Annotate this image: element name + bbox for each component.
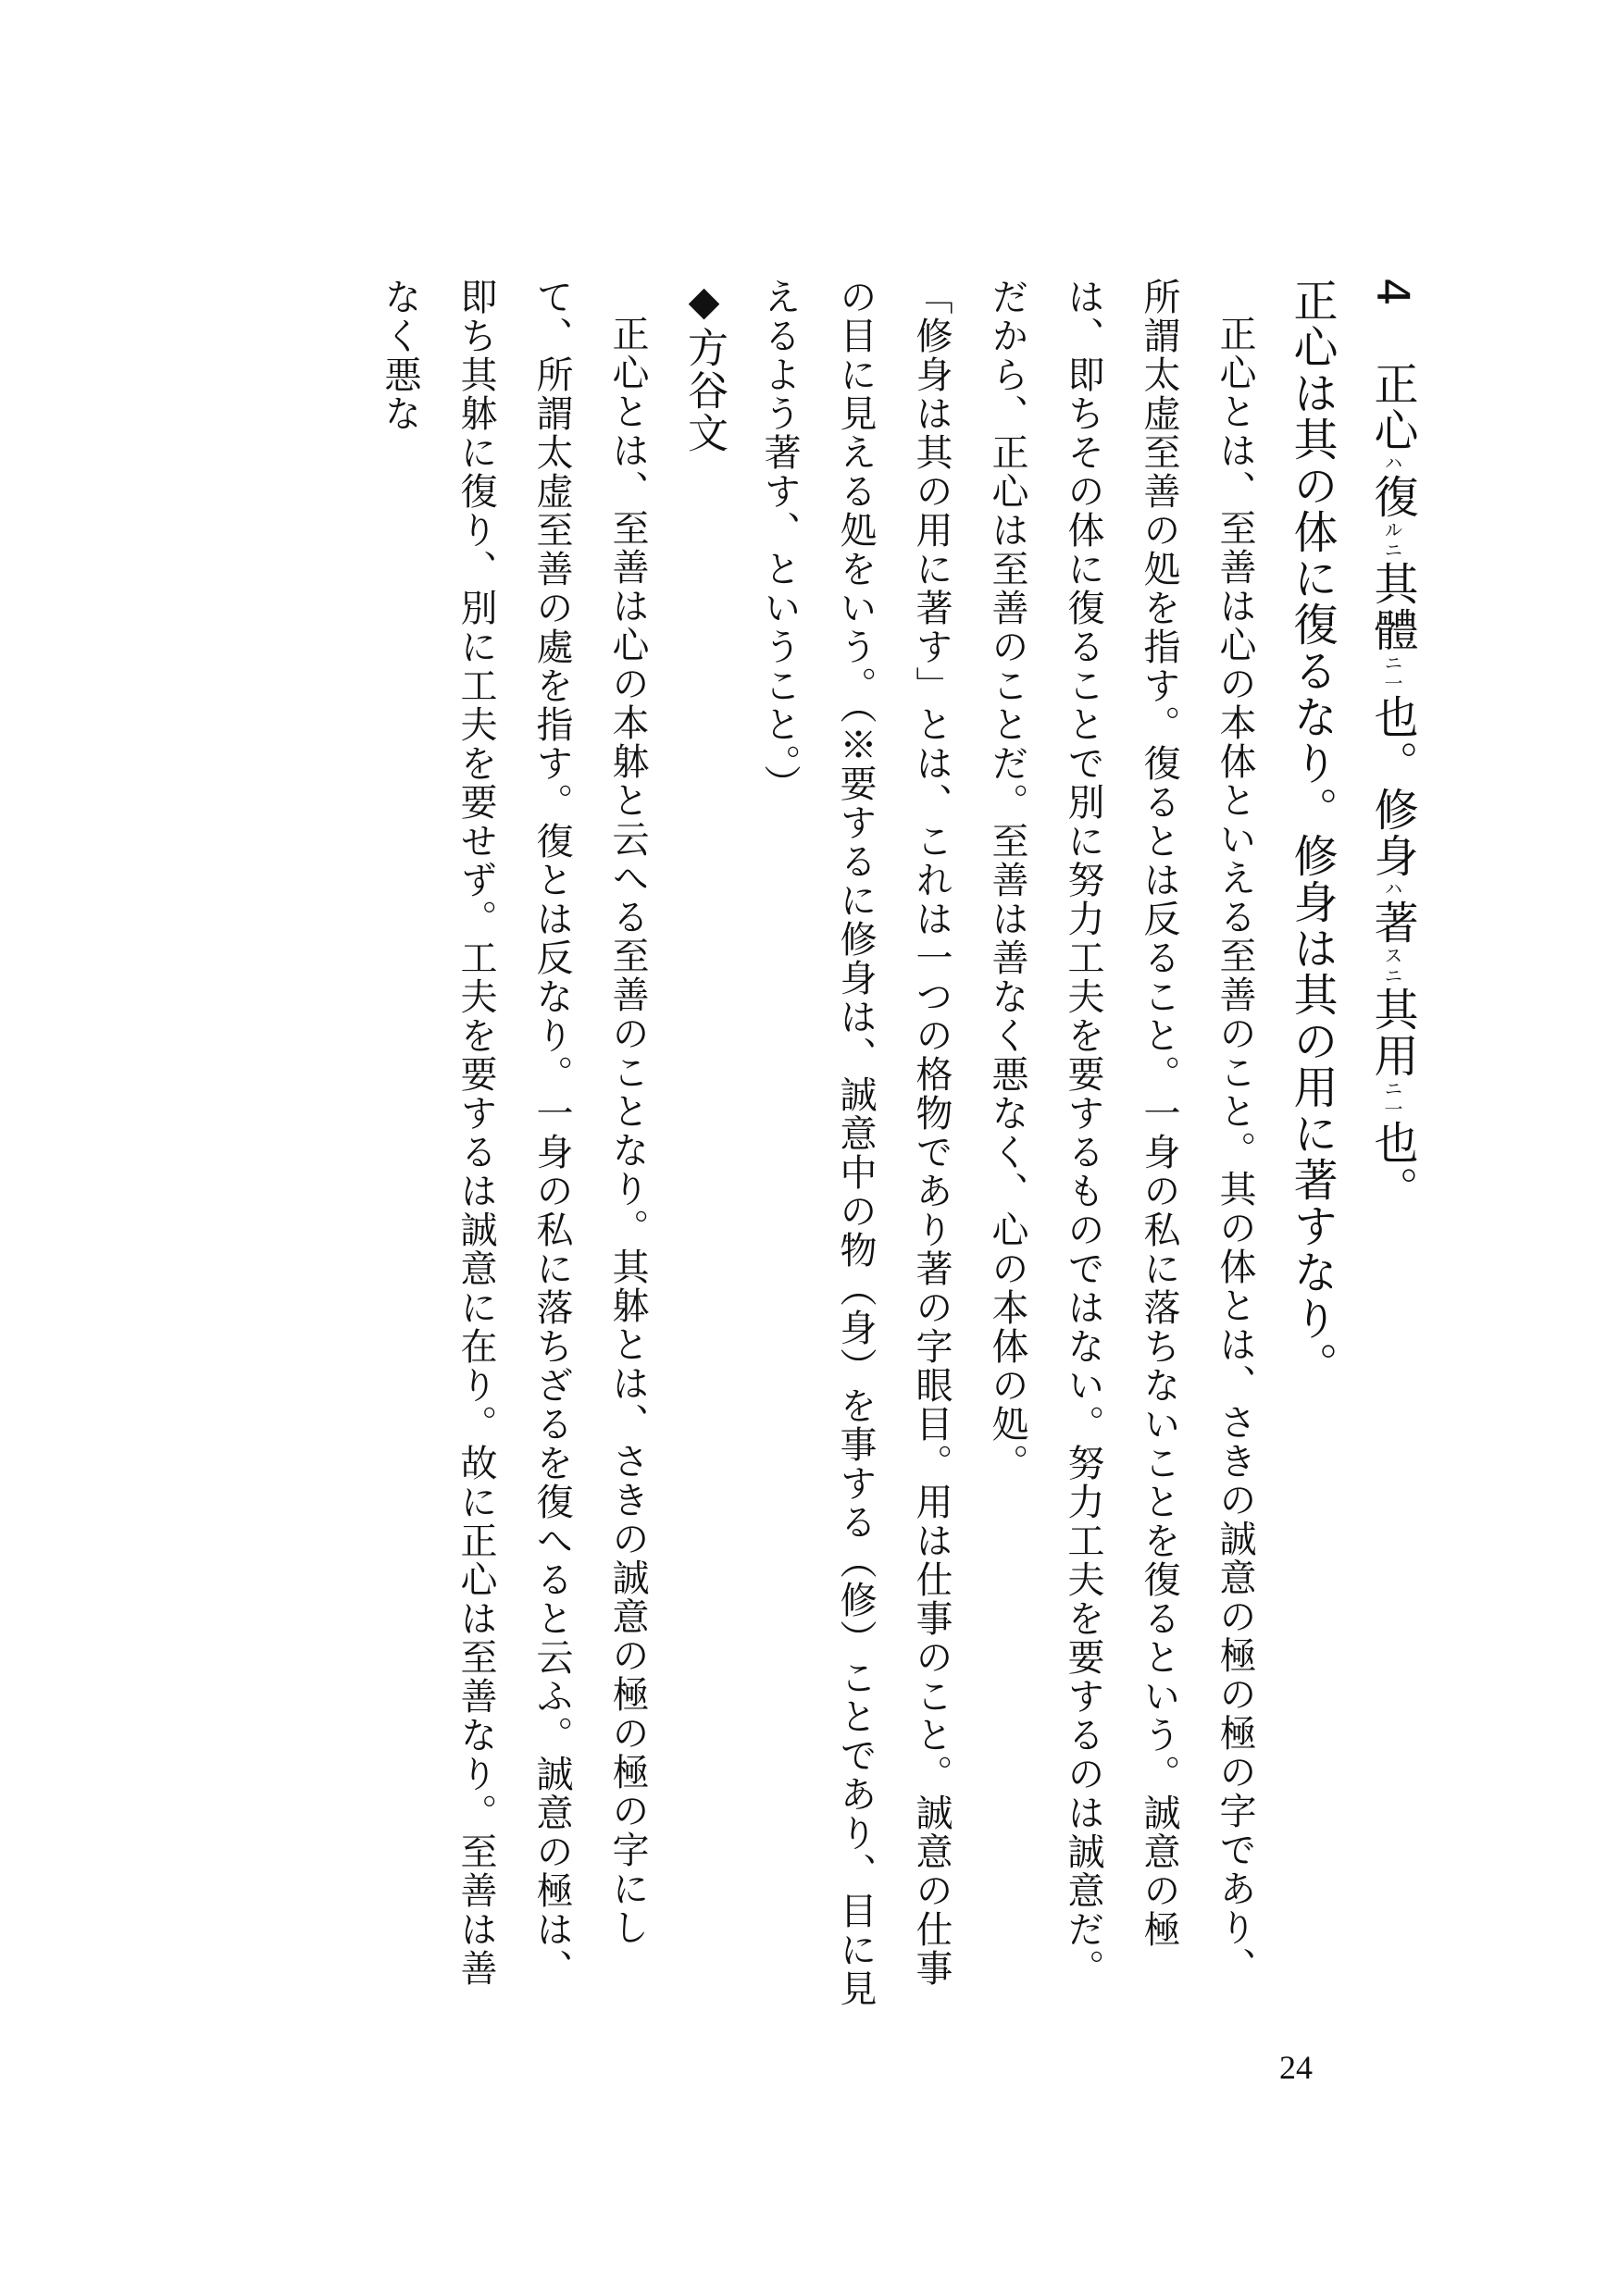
heading-part: 也。: [1366, 1119, 1418, 1212]
heading-part: 正心$^ハ$: [1366, 360, 1418, 474]
translation-paragraph: 正心とは、至善は心の本体といえる至善のこと。其の体とは、さきの誠意の極の極の字であり、所謂太虚至善の処を指す。復るとは反ること。一身の私に落ちないことを復るという。誠意の極は、即ちその体に復ることで別に努力工夫を要するものではない。努力工夫を要するのは誠意だ。だから、正心は至善のことだ。至善は善なく悪なく、心の本体の処。: [986, 278, 1256, 1988]
heading-part: [1366, 674, 1418, 694]
commentary-paragraph: 正心とは、至善は心の本躰と云へる至善のことなり。其躰とは、さきの誠意の極の極の字にして、所謂太虚至善の處を指す。復とは反なり。一身の私に落ちざるを復へると云ふ。誠意の極は、即ち其躰に復り、別に工夫を要せず。工夫を要するは誠意に在り。故に正心は至善なり。至善は善なく悪な: [379, 278, 649, 1988]
kakikudashi-reading: 正心は其の体に復るなり。修身は其の用に著すなり。: [1286, 278, 1338, 1388]
section-number: 4: [1366, 278, 1418, 308]
heading-part: 著$^ス$: [1366, 899, 1418, 966]
heading-part: [1366, 966, 1418, 987]
kunten-mark: 一: [1381, 1098, 1403, 1120]
heading-part: 復$^ル$: [1366, 473, 1418, 540]
kunten-mark: ハ: [1381, 878, 1403, 900]
kunten-mark: ニ: [1381, 652, 1403, 674]
translation-paragraph: 「修身は其の用に著す」とは、これは一つの格物であり著の字眼目。用は仕事のこと。誠意の仕事の目に見える処をいう。（※要するに修身は、誠意中の物（身）を事する（修）ことであり、目に見えるよう著す、ということ。）: [758, 278, 953, 2008]
kunten-mark: ニ: [1381, 540, 1403, 561]
vertical-text-body: [362, 278, 1434, 2017]
kunten-mark: ハ: [1381, 453, 1403, 474]
heading-part: [1366, 1099, 1418, 1120]
kunten-mark: ル: [1381, 519, 1403, 540]
commentary-heading: ◆方谷文: [680, 278, 728, 454]
heading-part: 其體$^ニ$: [1366, 560, 1418, 674]
kunten-mark: ス: [1381, 945, 1403, 966]
section-heading: [1351, 278, 1434, 2017]
heading-part: 其用$^ニ$: [1366, 986, 1418, 1099]
heading-part: 也。修身$^ハ$: [1366, 693, 1418, 900]
kunten-mark: ニ: [1381, 1078, 1403, 1099]
kunten-mark: 一: [1381, 673, 1403, 694]
heading-part: [1366, 540, 1418, 561]
kunten-mark: ニ: [1381, 965, 1403, 987]
page-number: 24: [1279, 2049, 1313, 2086]
